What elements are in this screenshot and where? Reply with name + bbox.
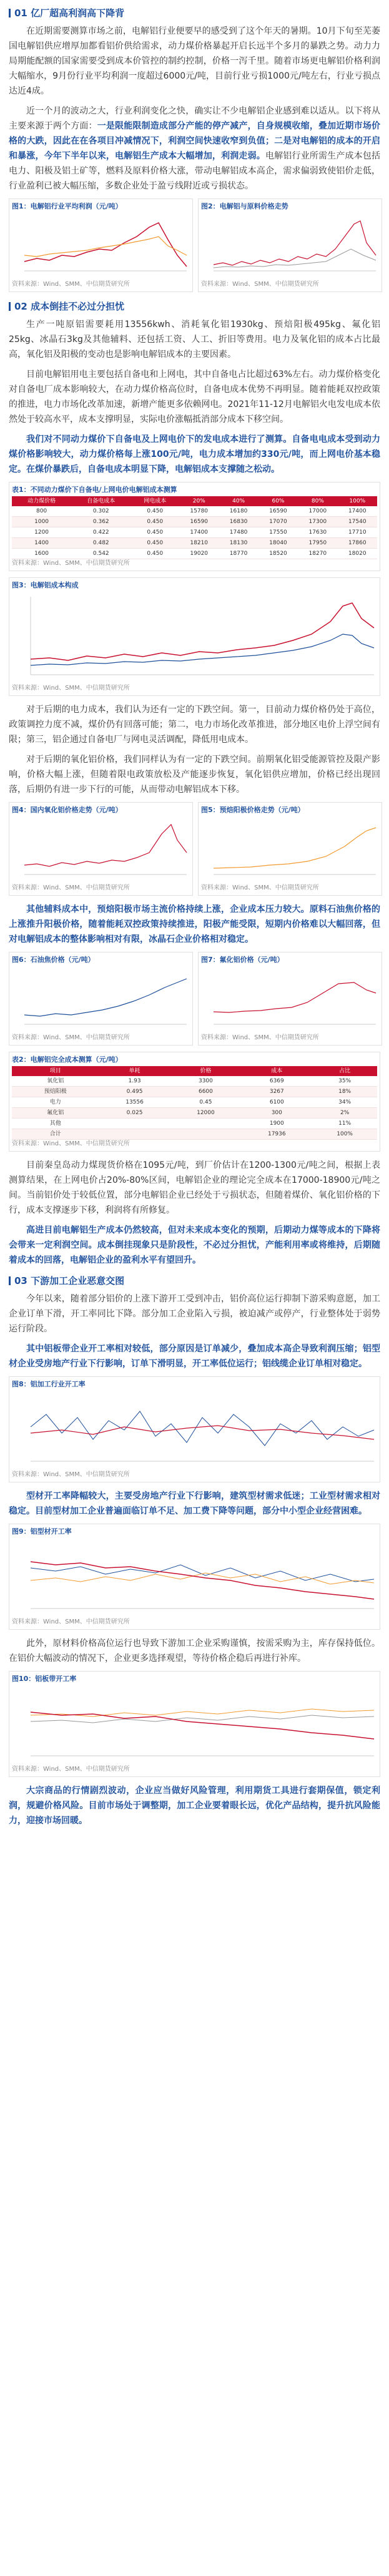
figure-cost-structure: 图3：电解铝成本构成 资料来源：Wind、SMM、中信期货研究所 [9,577,380,696]
table-cell: 氧化铝 [12,1076,99,1087]
table-cell: 0.450 [130,517,179,527]
table-row [12,517,377,527]
table-row [12,527,377,538]
figure-processing-rate: 图8：铝加工行业开工率 资料来源：Wind、SMM、中信期货研究所 [9,1376,380,1482]
table-header: 成本 [241,1066,312,1076]
table-cell: 18020 [338,549,377,559]
table-header: 20% [179,496,219,506]
table-row [12,1076,377,1087]
table-row [12,1129,377,1140]
table-cell: 100% [312,1129,377,1140]
table-cell: 1600 [12,549,71,559]
table-cell: 300 [241,1108,312,1119]
paragraph: 其中铝板带企业开工率相对较低，部分原因是订单减少，叠加成本高企导致利润压缩；铝型材企业受房地产行业下行影响，订单下滑明显，开工率低位运行；铝线缆企业订单相对稳定。 [9,1344,380,1369]
paragraph: 在近期需要测算市场之前，电解铝行业便要早的感受到了这个年天的暑期。10月下旬至芜萎国电解铝供应增厚加都看铝价供给需求，动力煤价格暴起开启长远半个多月的暴跌之势。动力力局期能配额的国家需要受到成本价管控的制约控制，价格一泻千里。随着市场更电解铝价格利润大幅缩水，9月份行业平均利润一度超过6000元/吨，目前行业亏损1000元/吨左右，行业亏损点达近4成。 [9,26,380,96]
table-cell: 17400 [179,527,219,538]
paragraph: 目前秦皇岛动力煤现货价格在1095元/吨，到厂价估计在1200-1300元/吨之间，根据上表测算结果，在上网电价占20%-80%区间，电解铝企业的理论完全成本在17000-18900元/吨之间。当前铝价处于较低位置，部分电解铝企业已经处于亏损状态，但随着煤价、氧化铝价格的下行，成本支撑逐步下移，利润将有所修复。 [9,1160,380,1215]
table-cell: 17070 [259,517,298,527]
paragraph: 大宗商品的行情剧烈波动，企业应当做好风险管理，利用期货工具进行套期保值，锁定利润，规避价格风险。目前市场处于调整期，加工企业要着眼长远，优化产品结构，提升抗风险能力，迎接市场回暖。 [9,1786,380,1826]
table-row [12,1119,377,1129]
paragraph: 高进目前电解铝生产成本仍然较高，但对未来成本变化的预期，后期动力煤等成本的下降将会带来一定利润空间。成本倒挂现象只是阶段性，不必过分担忧，产能利用率或将维持，后期随着成本的回落，电解铝企业的盈利水平有望回升。 [9,1225,380,1265]
figure-price-trend: 图2：电解铝与原料价格走势 资料来源：Wind、SMM、中信期货研究所 [198,198,382,292]
table-header: 价格 [170,1066,241,1076]
table-cell: 800 [12,506,71,517]
table-cell: 其他 [12,1119,99,1129]
table-cell: 18770 [219,549,258,559]
table-cell: 18270 [298,549,337,559]
table-cell: 18130 [219,538,258,549]
table-cell: 35% [312,1076,377,1087]
section-title-1: 01 亿厂超高利润高下降背 [9,5,380,21]
table-cell: 17936 [241,1129,312,1140]
table-cell: 17000 [298,506,337,517]
table-cell: 17950 [298,538,337,549]
table-header: 100% [338,496,377,506]
table-cell: 3300 [170,1076,241,1087]
table-cell: 氟化铝 [12,1108,99,1119]
table-cell: 6100 [241,1097,312,1108]
table-cell: 13556 [99,1097,170,1108]
figure-aluminum-fluoride: 图7：氟化铝价格（元/吨） 资料来源：Wind、SMM、中信期货研究所 [198,952,382,1046]
table-cell [170,1119,241,1129]
paragraph: 今年以来，随着部分铝价的上涨下游开工受到冲击，铝价高位运行抑制下游采购意愿，加工企业订单下滑，开工率同比下降。部分加工企业陷入亏损，被迫减产或停产，行业整体处于弱势运行阶段。 [9,1294,380,1334]
table-cell: 17630 [298,527,337,538]
table-header: 自备电成本 [71,496,130,506]
table-cell: 0.362 [71,517,130,527]
paragraph: 生产一吨原铝需要耗用13556kwh、消耗氧化铝1930kg、预焙阳极495kg、氟化铝25kg、冰晶石3kg及其他辅料、还包括工资、人工、折旧等费用。电力及氧化铝的成本占比最高，氧化铝及阳极的变动也是影响电解铝成本的主要因素。 [9,320,380,360]
table-cell: 预焙阳极 [12,1087,99,1097]
table-header: 60% [259,496,298,506]
table-cell: 2% [312,1108,377,1119]
figure-sheet-rate: 图10：铝板带开工率 资料来源：Wind、SMM、中信期货研究所 [9,1671,380,1777]
table-cell: 0.450 [130,538,179,549]
table-cell: 0.45 [170,1097,241,1108]
paragraph: 对于后期的氧化铝价格，我们同样认为有一定的下跌空间。前期氧化铝受能源管控及限产影响，价格大幅上涨，但随着限电政策放松及产能逐步恢复，氧化铝供应增加，价格已经出现回落，后期仍有进一步下行的可能，从而带动电解铝成本下移。 [9,755,380,795]
section-title-2: 02 成本倒挂不必过分担忧 [9,298,380,315]
table-cell: 16180 [219,506,258,517]
table-cell: 17400 [338,506,377,517]
paragraph: 我们对不同动力煤价下自备电及上网电价下的发电成本进行了测算。自备电电成本受到动力煤价格影响较大，动力煤价格每上涨100元/吨，电力成本增加约330元/吨，而上网电价基本稳定。在煤价暴跌后，自备电成本明显下降，电解铝成本支撑随之松动。 [9,434,380,474]
table-cell: 6369 [241,1076,312,1087]
table-cell: 18040 [259,538,298,549]
paragraph: 此外，原材料价格高位运行也导致下游加工企业采购谨慎，按需采购为主，库存保持低位。在铝价大幅波动的情况下，企业更多选择观望，等待价格企稳后再进行补库。 [9,1638,380,1663]
table-cell: 6600 [170,1087,241,1097]
table-cell [99,1129,170,1140]
table-cell: 1900 [241,1119,312,1129]
paragraph: 其他辅料成本中，预焙阳极市场主流价格持续上涨，企业成本压力较大。原料石油焦价格的上涨推升阳极价格，随着能耗双控政策持续推进，阳极产能受限，短期内价格难以大幅回落，但对电解铝成本的整体影响相对有限，冰晶石企业价格相对稳定。 [9,904,380,944]
table-coal-cost: 表1：不同动力煤价下自备电/上网电价电解铝成本测算 动力煤价格 自备电成本 网电成本 20% 40% 60% 80% 100% 800 0.302 0.450 15780 16180 16590 17000 17400 1000 0.362 0.450 16590 16830 17070 17300 17540 1200 0.422 0.450 17400 17480 17550 17630 17710 1400 0.482 0.450 18210 18130 18040 17950 17860 1600 0.542 0.450 19020 18770 18520 18270 18020 资料来源：Wind、SMM、中信期货研究所 [9,482,380,571]
paragraph: 目前电解铝用电主要包括自备电和上网电，其中自备电占比超过63%左右。动力煤价格变化对自备电厂成本影响较大，在动力煤价格高位时，自备电成本优势不再明显。随着能耗双控政策的推进，电力市场化改革加速，新增产能更多依赖网电。2021年11-12月电解铝火电发电成本依然处于较高水平，成本支撑明显，实际电价涨幅抵消部分成本下移空间。 [9,370,380,424]
table-header: 占比 [312,1066,377,1076]
table-cell: 0.450 [130,549,179,559]
table-cell: 17480 [219,527,258,538]
table-cell: 0.302 [71,506,130,517]
table-cell: 1200 [12,527,71,538]
table-cell: 0.422 [71,527,130,538]
table-cell: 18210 [179,538,219,549]
table-cell: 1.93 [99,1076,170,1087]
table-cell: 1000 [12,517,71,527]
paragraph: 型材开工率降幅较大，主要受房地产行业下行影响，建筑型材需求低迷；工业型材需求相对稳定。目前型材加工企业普遍面临订单不足、加工费下降等问题，部分中小型企业经营困难。 [9,1491,380,1516]
figure-alumina: 图4：国内氧化铝价格走势（元/吨） 资料来源：Wind、SMM、中信期货研究所 [9,802,193,896]
table-cell: 11% [312,1119,377,1129]
table-cell: 0.482 [71,538,130,549]
table-cell: 15780 [179,506,219,517]
table-cell: 16590 [179,517,219,527]
paragraph: 对于后期的电力成本，我们认为还有一定的下跌空间。第一，目前动力煤价格仍处于高位，政策调控力度不减，煤价仍有回落可能；第二，电力市场化改革推进，部分地区电价上浮空间有限；第三，铝企通过自备电厂与网电灵活调配，降低用电成本。 [9,705,380,745]
table-row [12,538,377,549]
table-cell: 17540 [338,517,377,527]
table-cell: 34% [312,1097,377,1108]
table-row [12,1108,377,1119]
table-cell: 1400 [12,538,71,549]
table-cell: 18520 [259,549,298,559]
table-cell: 16830 [219,517,258,527]
figure-anode: 图5：预焙阳极价格走势（元/吨） 资料来源：Wind、SMM、中信期货研究所 [198,802,382,896]
table-full-cost: 表2：电解铝完全成本测算（元/吨） 项目 单耗 价格 成本 占比 氧化铝 1.93 3300 6369 35% 预焙阳极 0.495 6600 3267 18% 电力 13556 0.45 6100 34% 氟化铝 0.025 12000 300 2% 其他 1900 11% 合计 17936 100% 资料来源：Wind、SMM、中信期货研究所 [9,1052,380,1152]
table-row [12,506,377,517]
table-cell: 合计 [12,1129,99,1140]
table-header: 项目 [12,1066,99,1076]
table-cell: 0.025 [99,1108,170,1119]
table-cell: 电力 [12,1097,99,1108]
table-header: 80% [298,496,337,506]
table-cell [99,1119,170,1129]
figure-profit: 图1：电解铝行业平均利润（元/吨） 资料来源：Wind、SMM、中信期货研究所 [9,198,193,292]
table-cell: 17710 [338,527,377,538]
section-title-3: 03 下游加工企业恶意交图 [9,1273,380,1289]
table-cell: 0.450 [130,506,179,517]
table-cell: 17860 [338,538,377,549]
table-cell: 16590 [259,506,298,517]
table-cell [170,1129,241,1140]
table-row [12,1097,377,1108]
table-cell: 0.495 [99,1087,170,1097]
table-cell: 18% [312,1087,377,1097]
table-header: 网电成本 [130,496,179,506]
table-cell: 17550 [259,527,298,538]
table-cell: 12000 [170,1108,241,1119]
table-header: 动力煤价格 [12,496,71,506]
figure-profile-rate: 图9：铝型材开工率 资料来源：Wind、SMM、中信期货研究所 [9,1524,380,1630]
paragraph: 近一个月的波动之大，行业利润变化之快，确实让不少电解铝企业感到难以适从。以下将从主要来源于两个方面：一是限能限制造成部分产能的停产减产，自身规模收缩，叠加近期市场价格的大跌，因此在在各项目冲减情况下，利润空间快速收窄到负值；二是对电解铝的成本的开启和暴涨，今年下半年以来，电解铝生产成本大幅增加，利润走弱。电解铝行业所需生产成本包括电力、阳极及铝土矿等，燃料及原料价格大涨，带动电解铝成本高企，需求偏弱致使铝价走低，行业盈利已被大幅压缩，多数企业处于盈亏线附近或亏损状态。 [9,106,381,191]
table-header: 40% [219,496,258,506]
table-header: 单耗 [99,1066,170,1076]
table-row [12,549,377,559]
table-row [12,1087,377,1097]
table-cell: 0.542 [71,549,130,559]
table-cell: 0.450 [130,527,179,538]
table-cell: 3267 [241,1087,312,1097]
table-cell: 17300 [298,517,337,527]
table-cell: 19020 [179,549,219,559]
figure-petcoke: 图6：石油焦价格（元/吨） 资料来源：Wind、SMM、中信期货研究所 [9,952,193,1046]
